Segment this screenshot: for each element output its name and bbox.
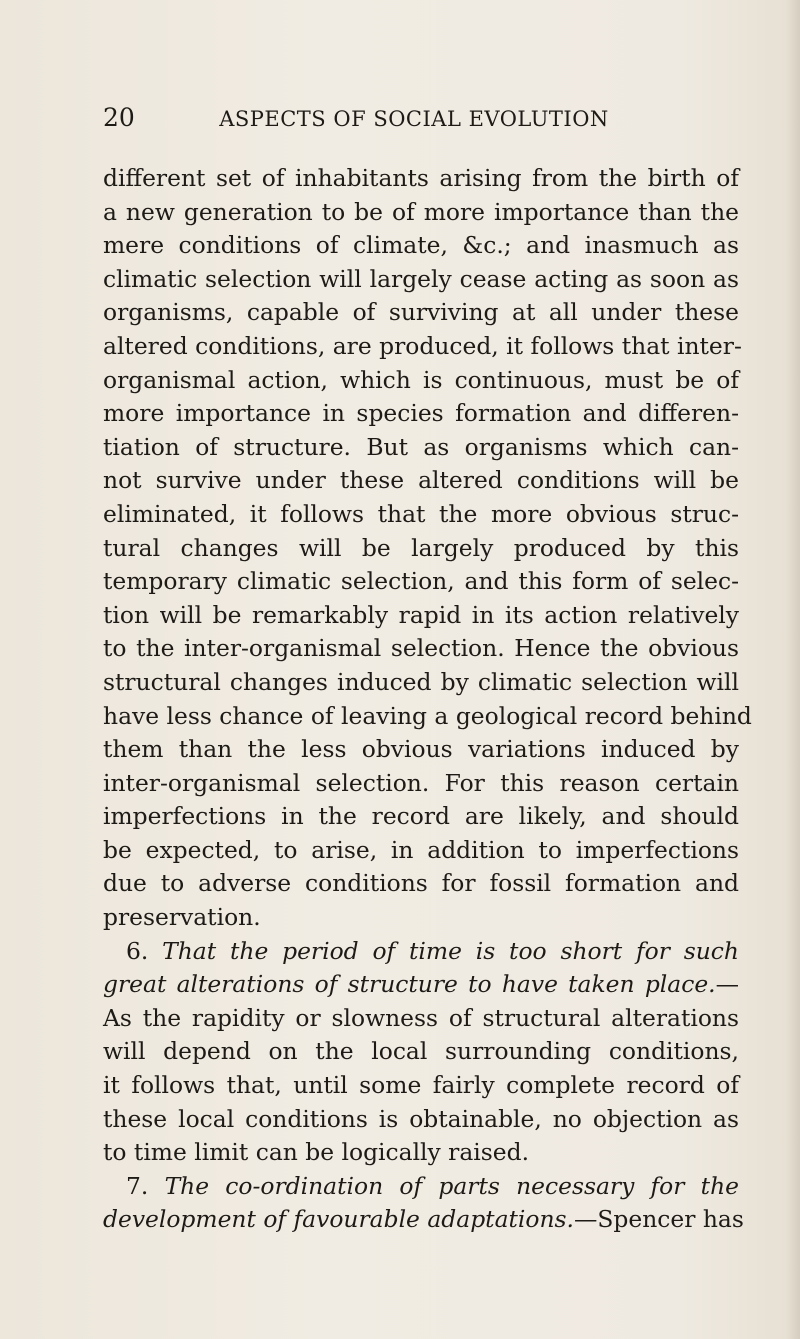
- paragraph-section-6: [103, 935, 739, 1170]
- text-line: them than the less obvious variations induced by: [103, 735, 739, 764]
- text-line: preservation.: [103, 903, 261, 932]
- text-line: imperfections in the record are likely, and should: [103, 802, 739, 831]
- text-line: As the rapidity or slowness of structural alterations: [103, 1003, 739, 1032]
- page-edge-shadow: [786, 0, 800, 1339]
- text-line: more importance in species formation and differen-: [103, 399, 739, 428]
- text-line: different set of inhabitants arising from the birth of: [103, 164, 739, 192]
- section-heading-italic: That the period of time is too short for such: [162, 936, 739, 965]
- trailing-text: —Spencer has: [573, 1205, 744, 1234]
- text-line: temporary climatic selection, and this form of selec-: [103, 567, 739, 596]
- text-line: eliminated, it follows that the more obvious struc-: [103, 499, 739, 528]
- text-line: due to adverse conditions for fossil formation and: [103, 869, 739, 898]
- text-line: structural changes induced by climatic selection will: [103, 667, 739, 696]
- text-line: organismal action, which is continuous, must be of: [103, 365, 739, 394]
- page-number: 20: [103, 103, 135, 132]
- text-line: it follows that, until some fairly complete record of: [103, 1071, 739, 1100]
- text-line: not survive under these altered conditions will be: [103, 466, 739, 495]
- text-line: will depend on the local surrounding conditions,: [103, 1037, 739, 1066]
- em-dash: —: [715, 970, 739, 999]
- text-line: have less chance of leaving a geological record behind: [103, 701, 752, 730]
- paragraph: [103, 162, 752, 935]
- text-line: tiation of structure. But as organisms which can-: [103, 432, 739, 461]
- section-heading-line: [103, 968, 739, 1002]
- running-title: ASPECTS OF SOCIAL EVOLUTION: [219, 107, 609, 131]
- section-heading-italic: development of favourable adaptations.: [103, 1205, 574, 1234]
- body-text: [103, 162, 752, 1237]
- text-line: to the inter-organismal selection. Hence the obvious: [103, 634, 739, 663]
- paragraph-section-7: [103, 1170, 744, 1237]
- text-line: a new generation to be of more importance than the: [103, 197, 739, 226]
- text-line: climatic selection will largely cease acting as soon as: [103, 264, 739, 293]
- text-line: inter-organismal selection. For this reason certain: [103, 768, 739, 797]
- text-line: these local conditions is obtainable, no objection as: [103, 1104, 739, 1133]
- section-heading-line: [103, 1203, 744, 1237]
- section-heading-italic: The co-ordination of parts necessary for the: [164, 1171, 739, 1200]
- text-line: altered conditions, are produced, it follows that inter-: [103, 331, 742, 360]
- section-number: 7.: [126, 1171, 165, 1200]
- section-heading-italic: great alterations of structure to have taken place.: [103, 970, 716, 999]
- section-number: 6.: [126, 936, 163, 965]
- text-line: be expected, to arise, in addition to imperfections: [103, 835, 739, 864]
- section-heading-line: [103, 1170, 739, 1204]
- text-line: to time limit can be logically raised.: [103, 1138, 530, 1167]
- text-line: tion will be remarkably rapid in its action relatively: [103, 600, 739, 629]
- page-header: [103, 103, 703, 143]
- text-line: organisms, capable of surviving at all under these: [103, 298, 739, 327]
- section-heading-line: [103, 935, 739, 969]
- text-line: mere conditions of climate, &c.; and inasmuch as: [103, 231, 739, 260]
- text-line: tural changes will be largely produced by this: [103, 533, 739, 562]
